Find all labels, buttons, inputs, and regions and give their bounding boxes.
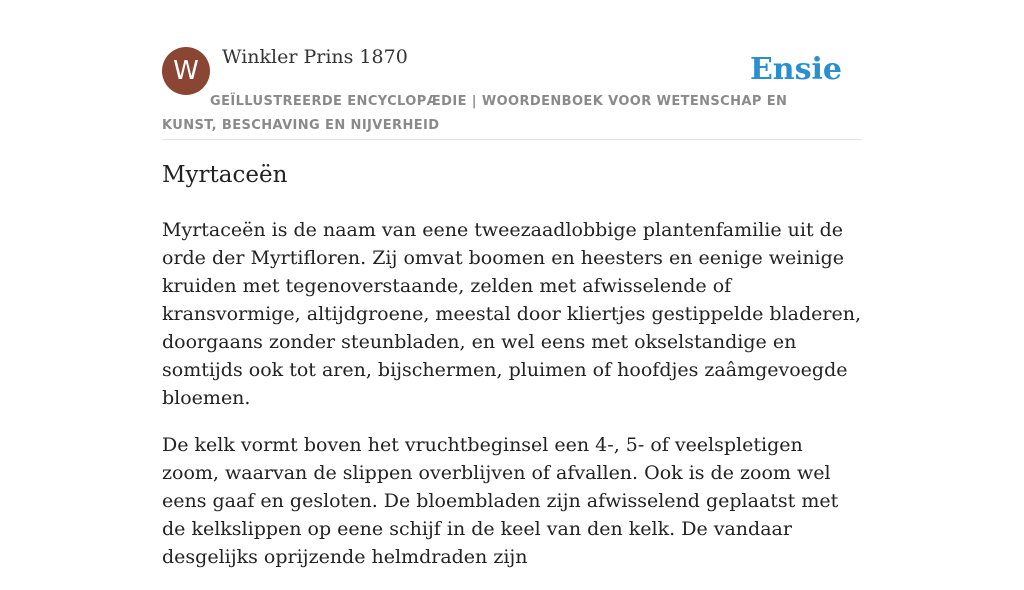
- source-subtitle: GEÏLLUSTREERDE ENCYCLOPÆDIE | WOORDENBOEK VOOR WETENSCHAP EN KUNST, BESCHAVING EN NIJVERHEID: [162, 94, 788, 133]
- header-divider: [162, 139, 862, 140]
- source-title[interactable]: Winkler Prins 1870: [222, 46, 408, 68]
- entry-paragraph: Myrtaceën is de naam van eene tweezaadlobbige plantenfamilie uit de orde der Myrtifloren. Zij omvat boomen en heesters en eenige weinige kruiden met tegenoverstaande, zelden met afwisselende of kransvormige, altijdgroene, meestal door kliertjes gestippelde bladeren, doorgaans zonder steunbladen, en wel eens met okselstandige en somtijds ook tot aren, bijschermen, pluimen of hoofdjes zaâmgevoegde bloemen.: [162, 219, 861, 409]
- source-avatar[interactable]: W: [162, 47, 210, 95]
- entry-paragraph: De kelk vormt boven het vruchtbeginsel een 4-, 5- of veelspletigen zoom, waarvan de slippen overblijven of afvallen. Ook is de zoom wel eens gaaf en gesloten. De bloembladen zijn afwisselend geplaatst met de kelkslippen op eene schijf in de keel van den kelk. De vandaar desgelijks oprijzende helmdraden zijn: [162, 434, 839, 568]
- ensie-logo-link[interactable]: Ensie: [749, 52, 842, 87]
- entry-title: Myrtaceën: [162, 162, 288, 188]
- entry-content: [162, 216, 862, 590]
